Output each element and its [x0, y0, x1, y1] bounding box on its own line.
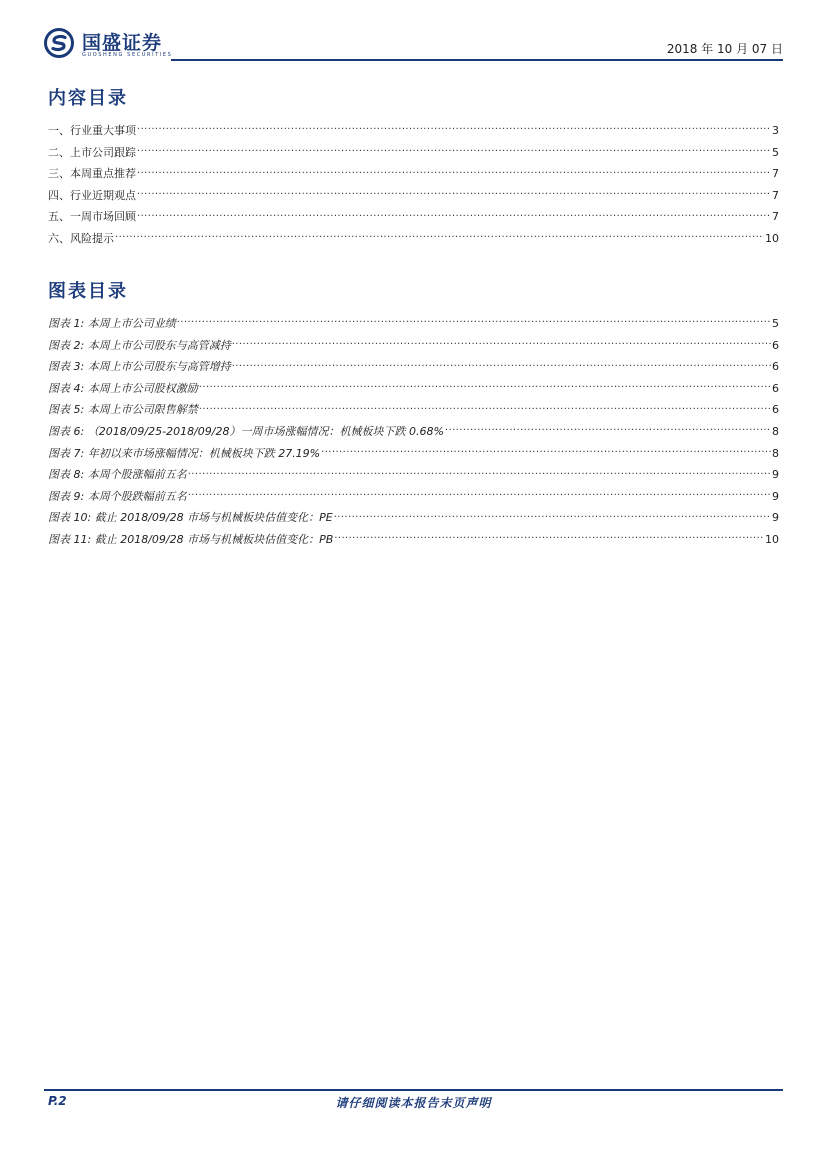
header-divider — [171, 59, 783, 61]
dot-leader — [188, 467, 771, 479]
figure-entry-page: 6 — [772, 338, 779, 352]
contents-entry-page: 7 — [772, 210, 779, 224]
dot-leader — [137, 123, 771, 135]
dot-leader — [188, 489, 771, 501]
figure-entry[interactable] — [48, 378, 779, 400]
contents-entry[interactable] — [48, 206, 779, 228]
figure-entry-label: 图表 2: 本周上市公司股东与高管减持 — [48, 338, 231, 352]
figure-entry-label: 图表 7: 年初以来市场涨幅情况：机械板块下跌 27.19% — [48, 446, 321, 460]
contents-entry[interactable] — [48, 163, 779, 185]
contents-entry[interactable] — [48, 185, 779, 207]
figure-entry[interactable] — [48, 507, 779, 529]
dot-leader — [137, 166, 771, 178]
page-number: P.2 — [48, 1094, 67, 1108]
figure-entry-page: 6 — [772, 360, 779, 374]
dot-leader — [199, 381, 771, 393]
figure-entry-label: 图表 3: 本周上市公司股东与高管增持 — [48, 360, 231, 374]
contents-entry-page: 10 — [765, 231, 779, 245]
dot-leader — [334, 532, 764, 544]
figure-entry-page: 6 — [772, 381, 779, 395]
figure-entry-page: 9 — [772, 489, 779, 503]
contents-entry-page: 7 — [772, 167, 779, 181]
figure-entry[interactable] — [48, 486, 779, 508]
figure-entry-page: 9 — [772, 511, 779, 525]
contents-title: 内容目录 — [48, 88, 128, 109]
contents-entry-page: 5 — [772, 145, 779, 159]
contents-entry-page: 7 — [772, 188, 779, 202]
figure-entry[interactable] — [48, 529, 779, 551]
figure-entry-label: 图表 5: 本周上市公司限售解禁 — [48, 403, 198, 417]
figure-entry[interactable] — [48, 421, 779, 443]
contents-entry-label: 一、行业重大事项 — [48, 124, 136, 137]
dot-leader — [232, 359, 771, 371]
figure-entry-page: 6 — [772, 403, 779, 417]
contents-entry[interactable] — [48, 142, 779, 164]
figure-entry-label: 图表 8: 本周个股涨幅前五名 — [48, 468, 187, 482]
contents-entry-label: 四、行业近期观点 — [48, 188, 136, 202]
figure-entry-page: 10 — [765, 532, 779, 546]
figure-entry-page: 5 — [772, 317, 779, 330]
dot-leader — [334, 510, 771, 522]
contents-entry[interactable] — [48, 120, 779, 142]
contents-entry-label: 三、本周重点推荐 — [48, 167, 136, 181]
dot-leader — [232, 338, 771, 350]
brand-name-en: GUOSHENG SECURITIES — [82, 52, 173, 58]
figure-entry[interactable] — [48, 356, 779, 378]
disclaimer-note: 请仔细阅读本报告末页声明 — [335, 1096, 492, 1110]
figure-entry-label: 图表 10: 截止 2018/09/28 市场与机械板块估值变化：PE — [48, 511, 333, 525]
contents-entry-page: 3 — [772, 124, 779, 137]
dot-leader — [137, 188, 771, 200]
dot-leader — [445, 424, 771, 436]
contents-entry-label: 六、风险提示 — [48, 231, 114, 245]
figure-entry-label: 图表 6: （2018/09/25-2018/09/28）一周市场涨幅情况：机械板块下跌 0.68% — [48, 424, 444, 438]
footer-divider — [44, 1089, 783, 1091]
dot-leader — [177, 316, 771, 328]
dot-leader — [321, 446, 771, 458]
dot-leader — [115, 231, 764, 243]
contents-list — [48, 120, 779, 250]
guosheng-logo-icon — [44, 28, 74, 58]
figure-entry[interactable] — [48, 399, 779, 421]
dot-leader — [137, 145, 771, 157]
figure-entry[interactable] — [48, 335, 779, 357]
figure-entry-label: 图表 1: 本周上市公司业绩 — [48, 317, 176, 330]
dot-leader — [199, 402, 771, 414]
figure-entry-label: 图表 11: 截止 2018/09/28 市场与机械板块估值变化：PB — [48, 532, 334, 546]
figure-entry-label: 图表 4: 本周上市公司股权激励 — [48, 381, 198, 395]
figure-entry-page: 8 — [772, 424, 779, 438]
figures-list — [48, 313, 779, 551]
contents-entry-label: 二、上市公司跟踪 — [48, 145, 136, 159]
dot-leader — [137, 209, 771, 221]
figure-entry-page: 8 — [772, 446, 779, 460]
figure-entry-page: 9 — [772, 468, 779, 482]
page-header — [44, 26, 783, 62]
figure-entry[interactable] — [48, 464, 779, 486]
brand-name-cn: 国盛证券 — [82, 32, 163, 54]
figure-entry[interactable] — [48, 443, 779, 465]
figures-title: 图表目录 — [48, 281, 128, 302]
figure-entry[interactable] — [48, 313, 779, 335]
figure-entry-label: 图表 9: 本周个股跌幅前五名 — [48, 489, 187, 503]
contents-entry[interactable] — [48, 228, 779, 250]
contents-entry-label: 五、一周市场回顾 — [48, 210, 136, 224]
report-date: 2018 年 10 月 07 日 — [666, 42, 783, 56]
